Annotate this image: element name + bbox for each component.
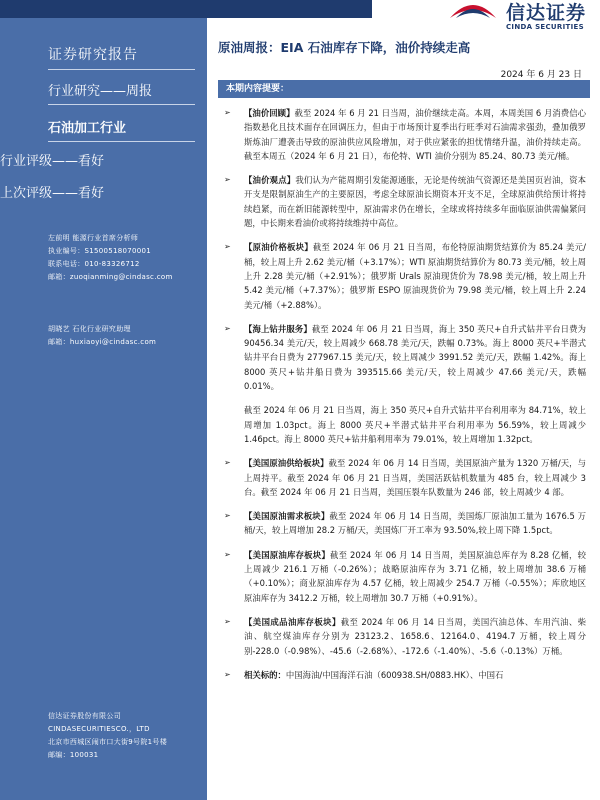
bullet-arrow-icon: ➢ [224, 458, 231, 468]
item-text: 我们认为产能周期引发能源通胀，无论是传统油气资源还是美国页岩油，资本开支是限制原油生产的主要原因，考虑全球原油长期资本开支不足，全球原油供给预计将持续趋紧，而在新旧能源转型中，原油需求仍在增长，全球或将持续多年面临原油供需偏紧问题，中长期来看油价或将持续维持中高位。 [244, 175, 586, 229]
summary-item [222, 509, 586, 538]
bullet-arrow-icon: ➢ [224, 242, 231, 252]
bullet-arrow-icon: ➢ [224, 175, 231, 185]
summary-item [222, 548, 586, 605]
item-heading: 【原油价格板块】 [244, 242, 313, 253]
analyst2-email: 邮箱：huxiaoyi@cindasc.com [48, 338, 157, 346]
report-title: 原油周报：EIA 石油库存下降，油价持续走高 [218, 40, 471, 55]
company-postcode: 邮编：100031 [48, 751, 99, 759]
bullet-arrow-icon: ➢ [224, 616, 231, 626]
summary-item [222, 668, 586, 686]
analyst1-title: 左前明 能源行业首席分析师 [48, 234, 139, 242]
summary-item [222, 106, 586, 163]
industry-name: 石油加工行业 [48, 121, 127, 136]
summary-item [222, 456, 586, 499]
summary-item [222, 173, 586, 230]
report-type: 证券研究报告 [48, 47, 138, 63]
item-text: 中国海油/中国海洋石油（600938.SH/0883.HK）、中国石 [285, 669, 504, 680]
logo-name-cn: 信达证券 [506, 2, 587, 24]
summary-heading: 本期内容提要： [218, 80, 590, 98]
company-address: 北京市西城区闹市口大街9号院1号楼 [48, 738, 168, 746]
analyst1-license: 执业编号：S1500518070001 [48, 247, 152, 255]
bullet-arrow-icon: ➢ [224, 549, 231, 559]
brand-logo [420, 0, 590, 40]
item-heading: 【美国原油库存板块】 [244, 549, 330, 560]
summary-item [222, 615, 586, 658]
rig-utilization-paragraph: 截至 2024 年 06 月 21 日当周，海上 350 英尺+自升式钻井平台利用率为 84.71%，较上周增加 1.03pct。海上 8000 英尺+半潜式钻井平台利用率为 56.59%，较上周减少 1.46pct。海上 8000 英尺+钻井船利用率为 79.01%，较上周增加 1.32pct。 [244, 405, 586, 444]
company-name: 信达证券股份有限公司 [48, 712, 121, 720]
item-text: 截至 2024 年 06 月 14 日当周，美国原油总库存为 8.28 亿桶，较上周减少 216.1 万桶（-0.26%）；战略原油库存为 3.71 亿桶，较上周增加 38.6 万桶（+0.10%）；商业原油库存为 4.57 亿桶，较上周减少 254.7 万桶（-0.55%）；库欣地区原油库存为 3412.2 万桶，较上周增加 30.7 万桶（+0.91%）。 [244, 549, 587, 603]
item-text: 截至 2024 年 06 月 21 日当周，布伦特原油期货结算价为 85.24 美元/桶，较上周上升 2.62 美元/桶（+3.17%）；WTI 原油期货结算价为 80.73 美元/桶，较上周上升 2.28 美元/桶（+2.91%）；俄罗斯 Urals 原油现货价为 78.98 美元/桶，较上周上升 5.42 美元/桶（+7.37%）；俄罗斯 ESPO 原油现货价为 79.98 美元/桶，较上周上升 2.24 美元/桶（+2.88%）。 [244, 242, 587, 310]
industry-rating: 行业评级——看好 [0, 154, 105, 169]
item-text: 截至 2024 年 06 月 14 日当周，美国原油产量为 1320 万桶/天，与上周持平。截至 2024 年 06 月 21 日当周，美国活跃钻机数量为 485 台，较上周减少 3 台。截至 2024 年 06 月 21 日当周，美国压裂车队数量为 246 部，较上周减少 4 部。 [244, 458, 587, 497]
item-text: 截至 2024 年 06 月 14 日当周，美国汽油总体、车用汽油、柴油、航空煤油库存分别为 23123.2、1658.6、12164.0、4194.7 万桶，较上周分别-228.0（-0.98%）、-45.6（-2.68%）、-172.6（-1.40%）、-5.6（-0.13%）万桶。 [244, 616, 586, 656]
analyst1-email: 邮箱：zuoqianming@cindasc.com [48, 273, 173, 281]
item-heading: 【美国成品油库存板块】 [244, 616, 341, 627]
cinda-logo-icon [448, 0, 498, 20]
previous-rating: 上次评级——看好 [0, 186, 105, 201]
item-heading: 【油价回顾】 [244, 108, 295, 118]
company-name-en: CINDASECURITIESCO.，LTD [48, 725, 150, 733]
item-text: 截至 2024 年 6 月 21 日当周，油价继续走高。本周，本周美国 6 月消费信心指数悬化且技术面存在回调压力，但由于市场预计夏季出行旺季对石油需求强劲，叠加俄罗斯炼油厂遭袭击导致的原油供应风险增加，对于供应紧张的担忧情绪升温，油价持续走高。截至本周五（2024 年 6 月 21 日），布伦特、WTI 油价分别为 85.24、80.73 美元/桶。 [244, 108, 586, 161]
analyst1-phone: 联系电话：010-83326712 [48, 260, 140, 268]
sidebar-divider [48, 141, 195, 142]
item-text: 截至 2024 年 06 月 21 日当周，海上 350 英尺+自升式钻井平台日费为 90456.34 美元/天，较上周减少 668.78 美元/天，跌幅 0.73%。海上 8000 英尺+半潜式钻井平台日费为 277967.15 美元/天，较上周减少 3991.52 美元/天，跌幅 1.42%。海上 8000 英尺+钻井船日费为 393515.66 美元/天，较上周减少 47.66 美元/天，跌幅 0.01%。 [244, 323, 586, 392]
bullet-arrow-icon: ➢ [224, 669, 231, 679]
summary-item [222, 322, 586, 393]
item-text: 截至 2024 年 06 月 14 日当周，美国炼厂原油加工量为 1676.5 万桶/天，较上周增加 28.2 万桶/天，美国炼厂开工率为 93.50%,较上周下降 1.5pct。 [244, 511, 586, 536]
bullet-arrow-icon: ➢ [224, 323, 231, 333]
bullet-arrow-icon: ➢ [224, 108, 231, 117]
top-banner [0, 0, 372, 18]
logo-name-en: CINDA SECURITIES [506, 23, 584, 31]
sidebar-divider [48, 104, 195, 105]
item-heading: 【美国原油供给板块】 [244, 458, 329, 469]
bullet-arrow-icon: ➢ [224, 511, 231, 521]
sidebar-divider [48, 69, 195, 70]
summary-item [222, 240, 586, 311]
report-category: 行业研究——周报 [48, 84, 153, 99]
report-sidebar [0, 18, 207, 800]
item-heading: 【油价观点】 [244, 175, 296, 186]
item-heading: 【海上钻井服务】 [244, 323, 312, 334]
item-heading: 【美国原油需求板块】 [244, 511, 330, 522]
summary-list [222, 106, 586, 696]
report-date: 2024 年 6 月 23 日 [500, 70, 582, 80]
item-heading: 相关标的： [244, 669, 286, 680]
analyst2-title: 胡晓艺 石化行业研究助理 [48, 325, 131, 333]
